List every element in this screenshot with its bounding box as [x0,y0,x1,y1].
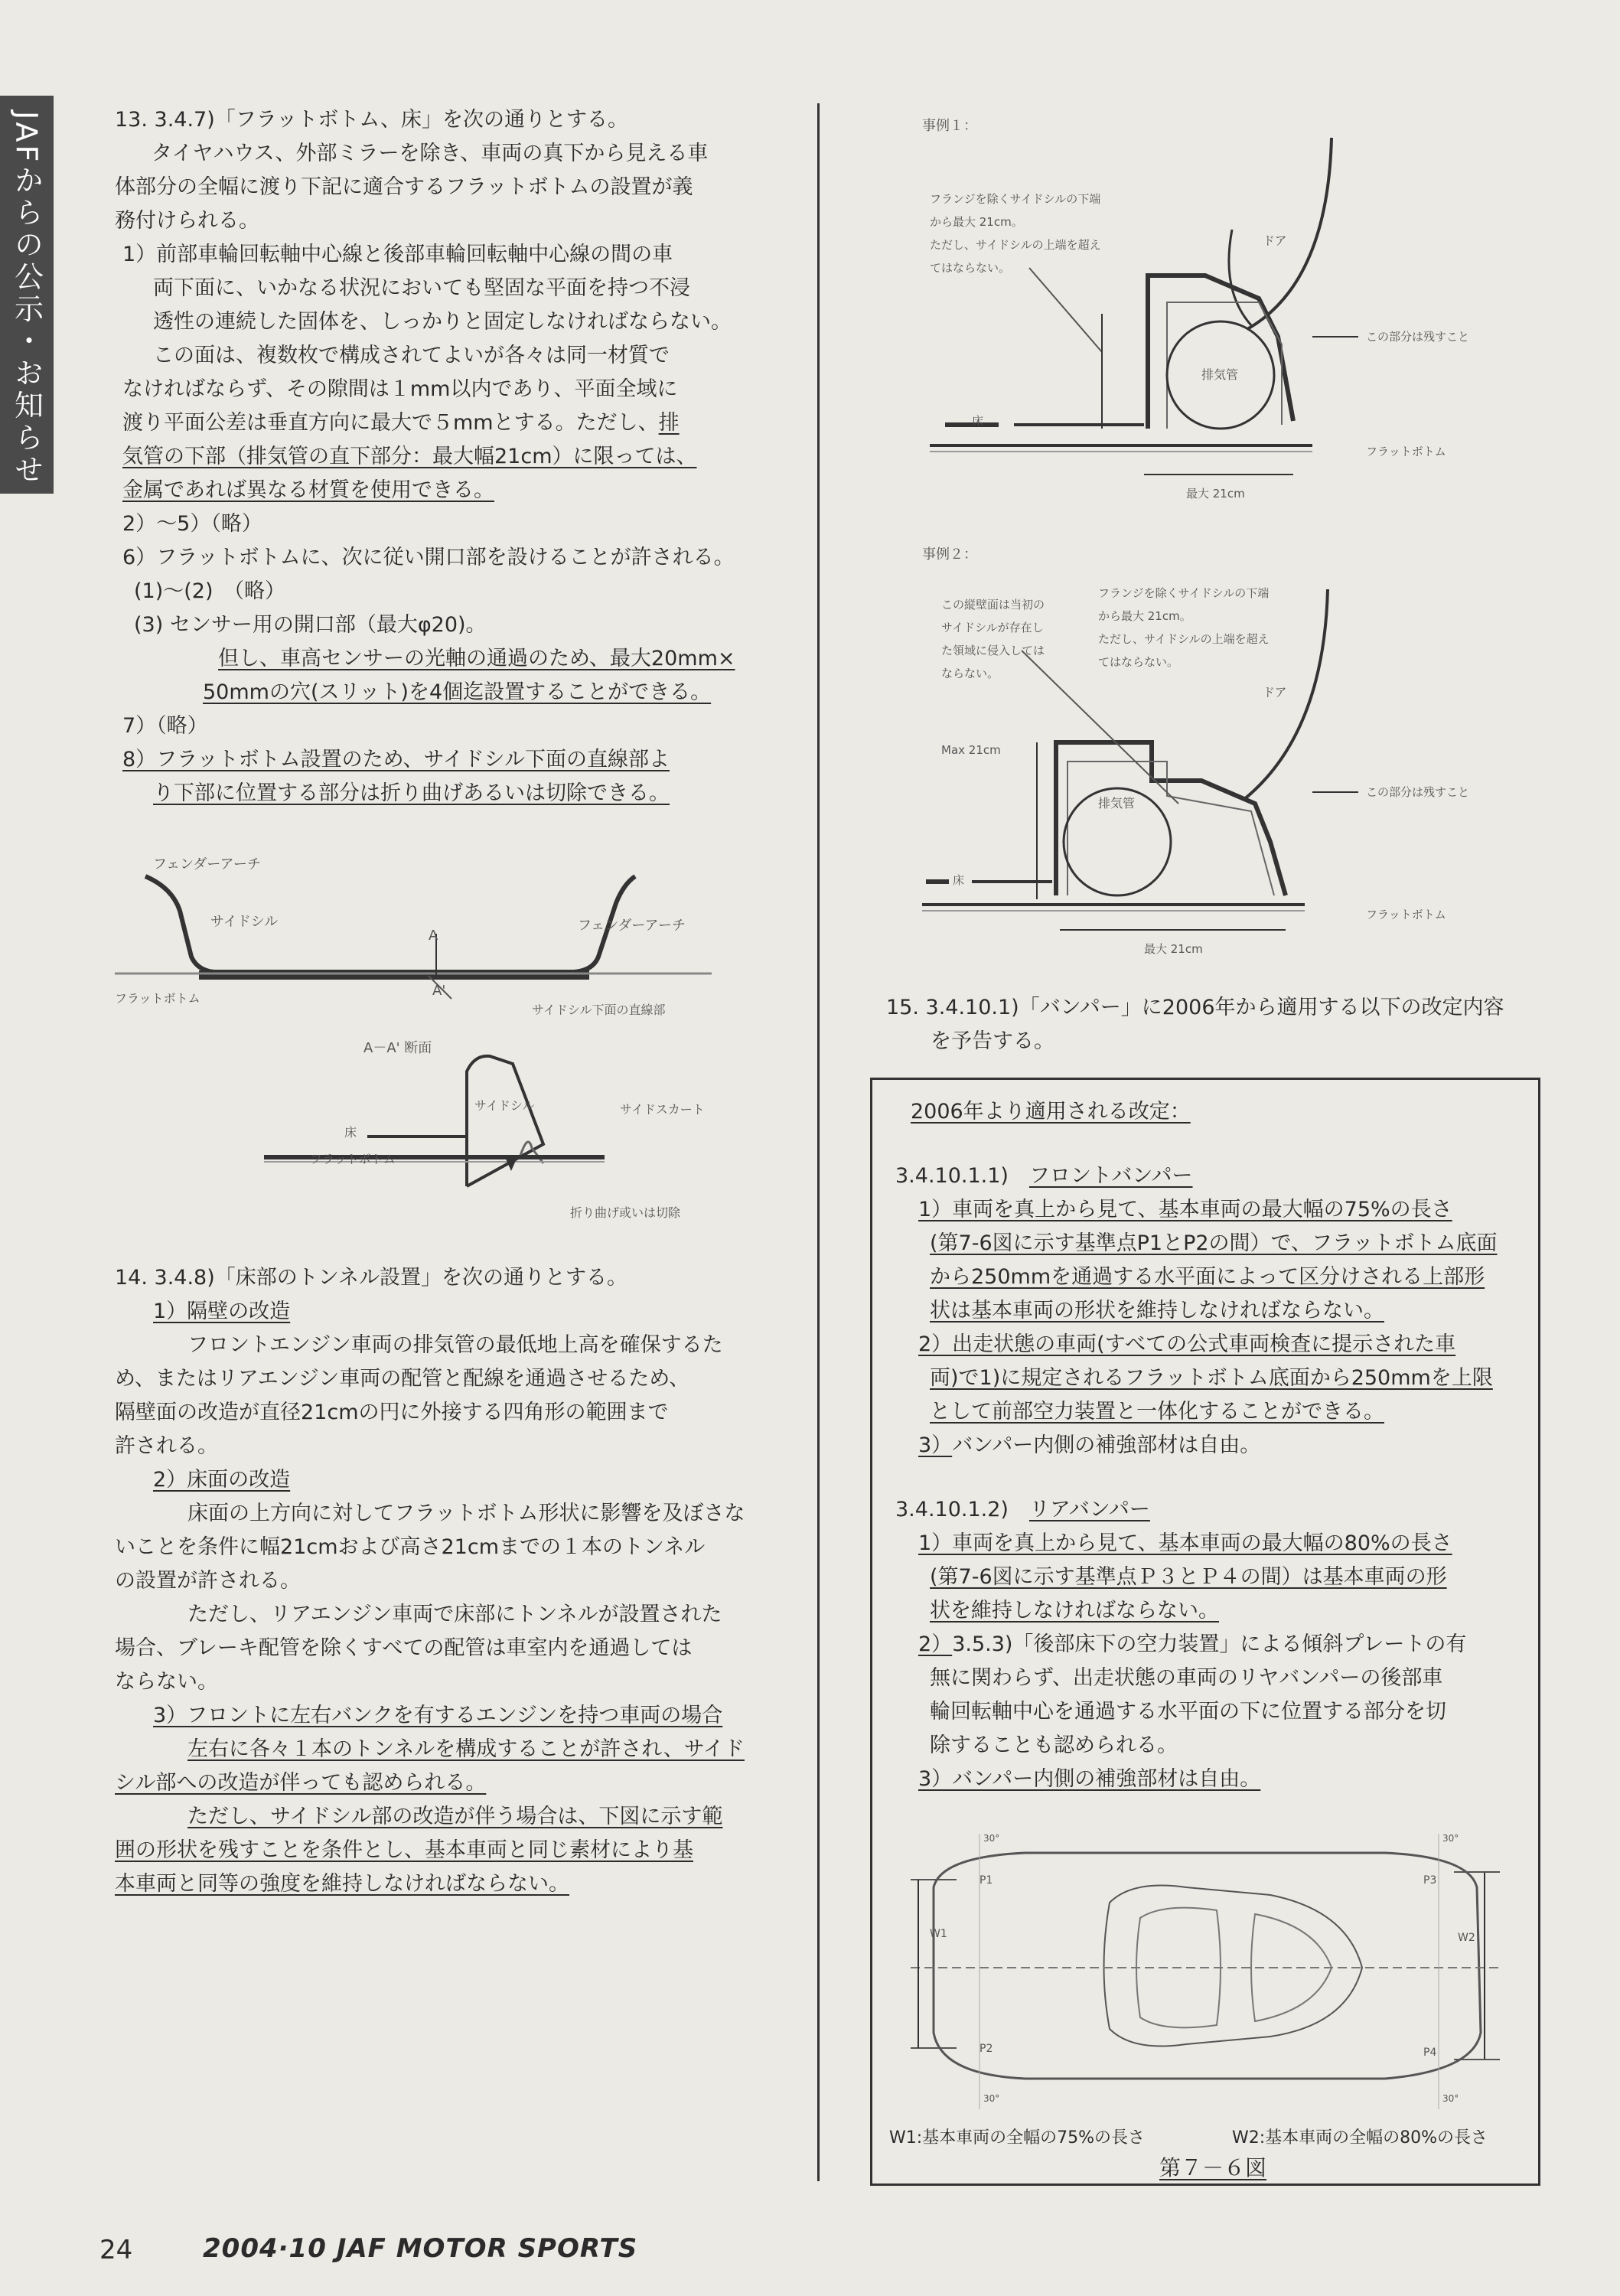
fig-label: A [429,928,438,944]
fig-label: フラットボトム [310,1152,396,1166]
fig-label: た領域に侵入しては [941,644,1045,657]
clause-number: 2） [918,1632,953,1656]
fig-label: この部分は残すこと [1366,330,1470,344]
page-number: 24 [99,2235,133,2265]
fig-label: P1 [979,1874,993,1887]
clause-title: フロントバンパー [1028,1164,1193,1188]
paragraph: 許される。 [115,1434,218,1458]
paragraph: 輪回転軸中心を通過する水平面の下に位置する部分を切 [930,1700,1446,1724]
fig-label: サイドスカート [620,1102,705,1117]
paragraph: 床面の上方向に対してフラットボトム形状に影響を及ぼさな [187,1502,745,1525]
underlined-paragraph: から250mmを通過する水平面によって区分けされる上部形 [930,1265,1485,1289]
underlined-paragraph: 1）隔壁の改造 [153,1300,291,1323]
paragraph: ならない。 [115,1670,218,1694]
paragraph: 務付けられる。 [115,209,259,233]
fig-label: 排気管 [1201,367,1239,382]
paragraph: タイヤハウス、外部ミラーを除き、車両の真下から見える車 [152,142,709,165]
paragraph: 両下面に、いかなる状況においても堅固な平面を持つ不浸 [153,276,690,300]
fig-label: ドア [1263,685,1287,700]
underlined-paragraph: 本車両と同等の強度を維持しなければならない。 [115,1872,569,1896]
fig-label: 床 [972,414,984,428]
underlined-paragraph: 2）出走状態の車両(すべての公式車両検査に提示された車 [918,1332,1456,1356]
paragraph: ただし、リアエンジン車両で床部にトンネルが設置された [187,1603,722,1626]
fig-label: てはならない。 [1098,655,1179,669]
fig-label: ならない。 [941,667,999,680]
fig-label: フェンダーアーチ [153,856,261,872]
underlined-paragraph: 1）車両を真上から見て、基本車両の最大幅の75%の長さ [918,1198,1452,1221]
paragraph: 透性の連続した固体を、しっかりと固定しなければならない。 [153,310,732,334]
fig-label: フラットボトム [115,991,200,1006]
fig-label: から最大 21cm。 [930,215,1023,229]
fig-label: Max 21cm [941,743,1001,757]
amendment-content [895,1095,1523,1796]
bumper-figure [888,1826,1523,2117]
paragraph [895,1628,1523,1662]
fig-label: 床 [953,873,965,887]
fig-label: 最大 21cm [1186,487,1245,501]
underlined-paragraph: として前部空力装置と一体化することができる。 [930,1400,1384,1424]
fig-label: P4 [1423,2047,1437,2059]
underlined-paragraph: り下部に位置する部分は折り曲げあるいは切除できる。 [153,781,670,805]
paragraph: め、またはリアエンジン車両の配管と配線を通過させるため、 [115,1367,690,1391]
fig-label: ただし、サイドシルの上端を超え [930,238,1101,252]
paragraph: 1）前部車輪回転軸中心線と後部車輪回転軸中心線の間の車 [122,243,673,266]
paragraph: の設置が許される。 [115,1569,301,1593]
clause-number: 3） [918,1433,953,1457]
fig-label: てはならない。 [930,261,1011,275]
paragraph: 6）フラットボトムに、次に従い開口部を設けることが許される。 [122,546,735,569]
figure-title: 第７－６図 [1159,2155,1267,2180]
fig-label: フランジを除くサイドシルの下端 [930,192,1101,206]
caption-w2: W2:基本車両の全幅の80%の長さ [1232,2128,1488,2148]
underlined-paragraph: 状を維持しなければならない。 [930,1599,1219,1623]
fig-label: 最大 21cm [1144,942,1203,956]
fig-label: ドア [1263,233,1287,248]
fig-title: 事例２： [922,546,977,563]
fig-label: 床 [344,1125,357,1140]
paragraph: この面は、複数枚で構成されてよいが各々は同一材質で [153,344,670,367]
fig-label: 排気管 [1098,796,1136,810]
paragraph: 7）（略） [122,714,208,738]
fig-label: サイドシルが存在し [941,621,1044,634]
text-span: 渡り平面公差は垂直方向に最大で５mmとする。ただし、 [122,411,659,435]
section-14-heading: 14. 3.4.8)「床部のトンネル設置」を次の通りとする。 [115,1266,627,1290]
fig-label: P2 [979,2043,993,2055]
paragraph: (3) センサー用の開口部（最大φ20)。 [134,613,487,637]
fig-label: フェンダーアーチ [578,918,686,934]
fig-label: サイドシル [474,1098,535,1113]
paragraph [115,406,773,440]
paragraph: 隔壁面の改造が直径21cmの円に外接する四角形の範囲まで [115,1401,669,1424]
clause-number: 3.4.10.1.1) [895,1164,1009,1188]
underlined-paragraph: 8）フラットボトム設置のため、サイドシル下面の直線部よ [122,748,670,771]
underlined-paragraph: 但し、車高センサーの光軸の通過のため、最大20mm× [218,647,735,670]
text-span: 3.5.3)「後部床下の空力装置」による傾斜プレートの有 [952,1632,1467,1656]
paragraph: 除することも認められる。 [930,1733,1178,1757]
fig-label: A－A' 断面 [363,1040,432,1056]
text-span: バンパー内側の補強部材は自由。 [952,1433,1261,1457]
column-divider [817,103,820,2181]
paragraph: 体部分の全幅に渡り下記に適合するフラットボトムの設置が義 [115,175,693,199]
underlined-paragraph: (第7-6図に示す基準点Ｐ３とＰ４の間）は基本車両の形 [930,1565,1447,1589]
side-tab: JAFからの公示・お知らせ [0,96,54,494]
clause-number: 3.4.10.1.2) [895,1498,1009,1521]
paragraph: いことを条件に幅21cmおよび高さ21cmまでの１本のトンネル [115,1535,706,1559]
amendment-box [870,1078,1540,2186]
fig-label: サイドシル [210,914,279,930]
example-2-figure [914,536,1527,964]
fig-label: 30° [983,1833,1000,1844]
underlined-paragraph: 状は基本車両の形状を維持しなければならない。 [930,1299,1384,1322]
caption-w1: W1:基本車両の全幅の75%の長さ [889,2128,1146,2148]
left-column [115,103,773,810]
underlined-paragraph: 両)で1)に規定されるフラットボトム底面から250mmを上限 [930,1366,1493,1390]
fig-label: フランジを除くサイドシルの下端 [1098,586,1270,600]
underlined-paragraph: 左右に各々１本のトンネルを構成することが許され、サイド [187,1737,745,1761]
underlined-paragraph: シル部への改造が伴っても認められる。 [115,1771,487,1795]
fig-label: 30° [1442,2093,1459,2104]
fig-label: ただし、サイドシルの上端を超え [1098,632,1270,646]
fig-title: 事例１： [922,118,977,134]
paragraph: 場合、ブレーキ配管を除くすべての配管は車室内を通過しては [115,1636,693,1660]
paragraph: なければならず、その隙間は１mm以内であり、平面全域に [122,377,678,401]
fig-label: A' [432,983,446,999]
paragraph: フロントエンジン車両の排気管の最低地上高を確保するた [187,1333,723,1357]
underlined-paragraph: 1）車両を真上から見て、基本車両の最大幅の80%の長さ [918,1531,1452,1555]
fig-label: W1 [930,1928,947,1940]
paragraph: 無に関わらず、出走状態の車両のリヤバンパーの後部車 [930,1666,1443,1690]
underlined-paragraph: ただし、サイドシル部の改造が伴う場合は、下図に示す範 [187,1805,723,1828]
fig-label: 30° [983,2093,1000,2104]
fig-label: サイドシル下面の直線部 [532,1003,666,1017]
underlined-paragraph: 気管の下部（排気管の直下部分：最大幅21cm）に限っては、 [122,445,697,468]
underlined-text: 排 [658,411,680,435]
paragraph: (1)～(2) （略） [134,579,285,603]
box-heading: 2006年より適用される改定： [911,1100,1191,1124]
underlined-paragraph: 2）床面の改造 [153,1468,291,1492]
underlined-paragraph: 3）フロントに左右バンクを有するエンジンを持つ車両の場合 [153,1704,723,1727]
paragraph: を予告する。 [931,1029,1054,1053]
paragraph [895,1429,1523,1463]
section-13-heading: 13. 3.4.7)「フラットボトム、床」を次の通りとする。 [115,108,629,132]
clause-title: リアバンパー [1028,1498,1150,1521]
underlined-paragraph: (第7-6図に示す基準点P1とP2の間）で、フラットボトム底面 [930,1231,1498,1255]
subheading-front [895,1159,1523,1193]
underlined-paragraph: 金属であれば異なる材質を使用できる。 [122,478,494,502]
fig-label: W2 [1458,1932,1475,1944]
fig-label: P3 [1423,1874,1437,1887]
fig-label: 折り曲げ或いは切除 [570,1205,681,1220]
fig-label: フラットボトム [1366,445,1446,458]
fig-label: この縦壁面は当初の [941,598,1045,612]
fig-label: から最大 21cm。 [1098,609,1191,623]
sidesill-figure [115,842,727,1240]
paragraph: 2）～5）（略） [122,512,262,536]
section-15-heading: 15. 3.4.10.1)「バンパー」に2006年から適用する以下の改定内容 [886,996,1504,1019]
underlined-paragraph: 50mmの穴(スリット)を4個迄設置することができる。 [203,680,712,704]
underlined-paragraph: 囲の形状を残すことを条件とし、基本車両と同じ素材により基 [115,1838,693,1862]
underlined-paragraph: 3）バンパー内側の補強部材は自由。 [918,1767,1261,1791]
fig-label: フラットボトム [1366,908,1446,921]
section-14 [115,1261,773,1901]
example-1-figure [914,115,1527,513]
fig-label: 30° [1442,1833,1459,1844]
fig-label: この部分は残すこと [1366,785,1470,799]
section-15 [886,991,1544,1058]
magazine-title: 2004·10 JAF MOTOR SPORTS [203,2233,638,2264]
subheading-rear [895,1493,1523,1527]
